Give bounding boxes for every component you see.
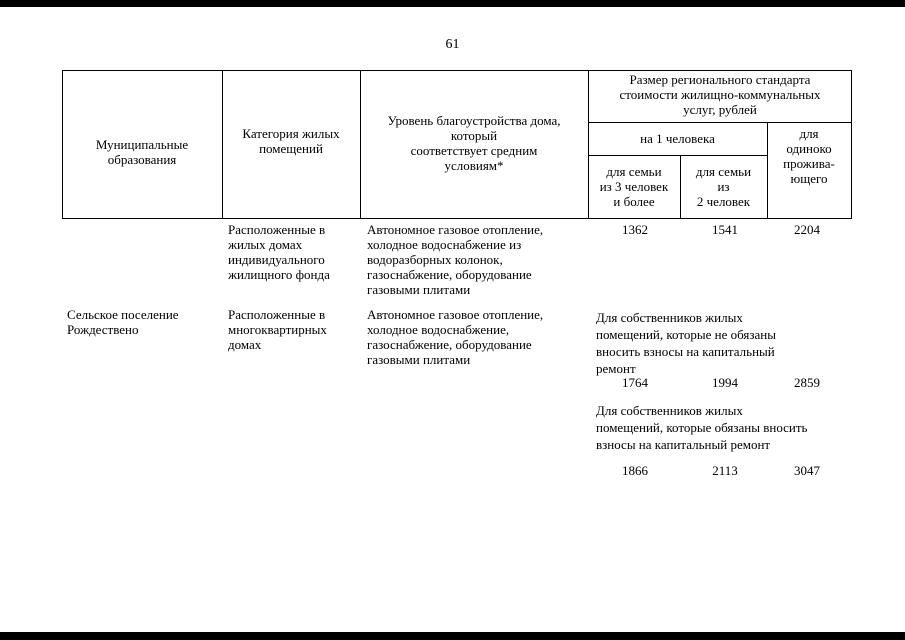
row2-value-b-family3: 1866 [622,463,648,478]
row1-comfort-level: Автономное газовое отопление, холодное водоснабжение из водоразборных колонок, газоснабжение, оборудование газовыми плитами [367,222,544,297]
group-header-divider [588,122,852,123]
top-border-bar [0,0,905,7]
row1-value-family3: 1362 [622,222,648,237]
row2-value-a-family2: 1994 [712,375,738,390]
per-person-divider [588,155,767,156]
row1-value-family2: 1541 [712,222,738,237]
header-family-3: для семьи из 3 человек и более [599,164,669,209]
row2-note-obliged: Для собственников жилых помещений, которые обязаны вносить взносы на капитальный ремонт [596,403,808,452]
row1-category: Расположенные в жилых домах индивидуального жилищного фонда [228,222,330,282]
bottom-border-bar [0,632,905,640]
header-family-2: для семьи из 2 человек [695,164,752,209]
row2-note-not-obliged: Для собственников жилых помещений, которые не обязаны вносить взносы на капитальный ремонт [596,310,776,376]
page-number: 61 [445,37,460,52]
header-single: для одиноко прожива- ющего [783,126,835,186]
row2-value-b-single: 3047 [794,463,820,478]
row2-value-b-family2: 2113 [712,463,738,478]
header-standard-size: Размер регионального стандарта стоимости жилищно-коммунальных услуг, рублей [619,72,821,117]
header-per-person: на 1 человека [640,131,715,146]
header-bottom-border [62,218,852,219]
row2-value-a-family3: 1764 [622,375,648,390]
row2-value-a-single: 2859 [794,375,820,390]
row2-municipality: Сельское поселение Рождествено [67,307,179,337]
header-category: Категория жилых помещений [242,126,340,156]
row2-category: Расположенные в многоквартирных домах [228,307,327,352]
header-comfort-level: Уровень благоустройства дома, который соответствует средним условиям* [387,113,561,173]
table-top-border [62,70,852,71]
row1-value-single: 2204 [794,222,820,237]
header-municipality: Муниципальные образования [95,137,189,167]
row2-comfort-level: Автономное газовое отопление, холодное водоснабжение, газоснабжение, оборудование газовыми плитами [367,307,544,367]
